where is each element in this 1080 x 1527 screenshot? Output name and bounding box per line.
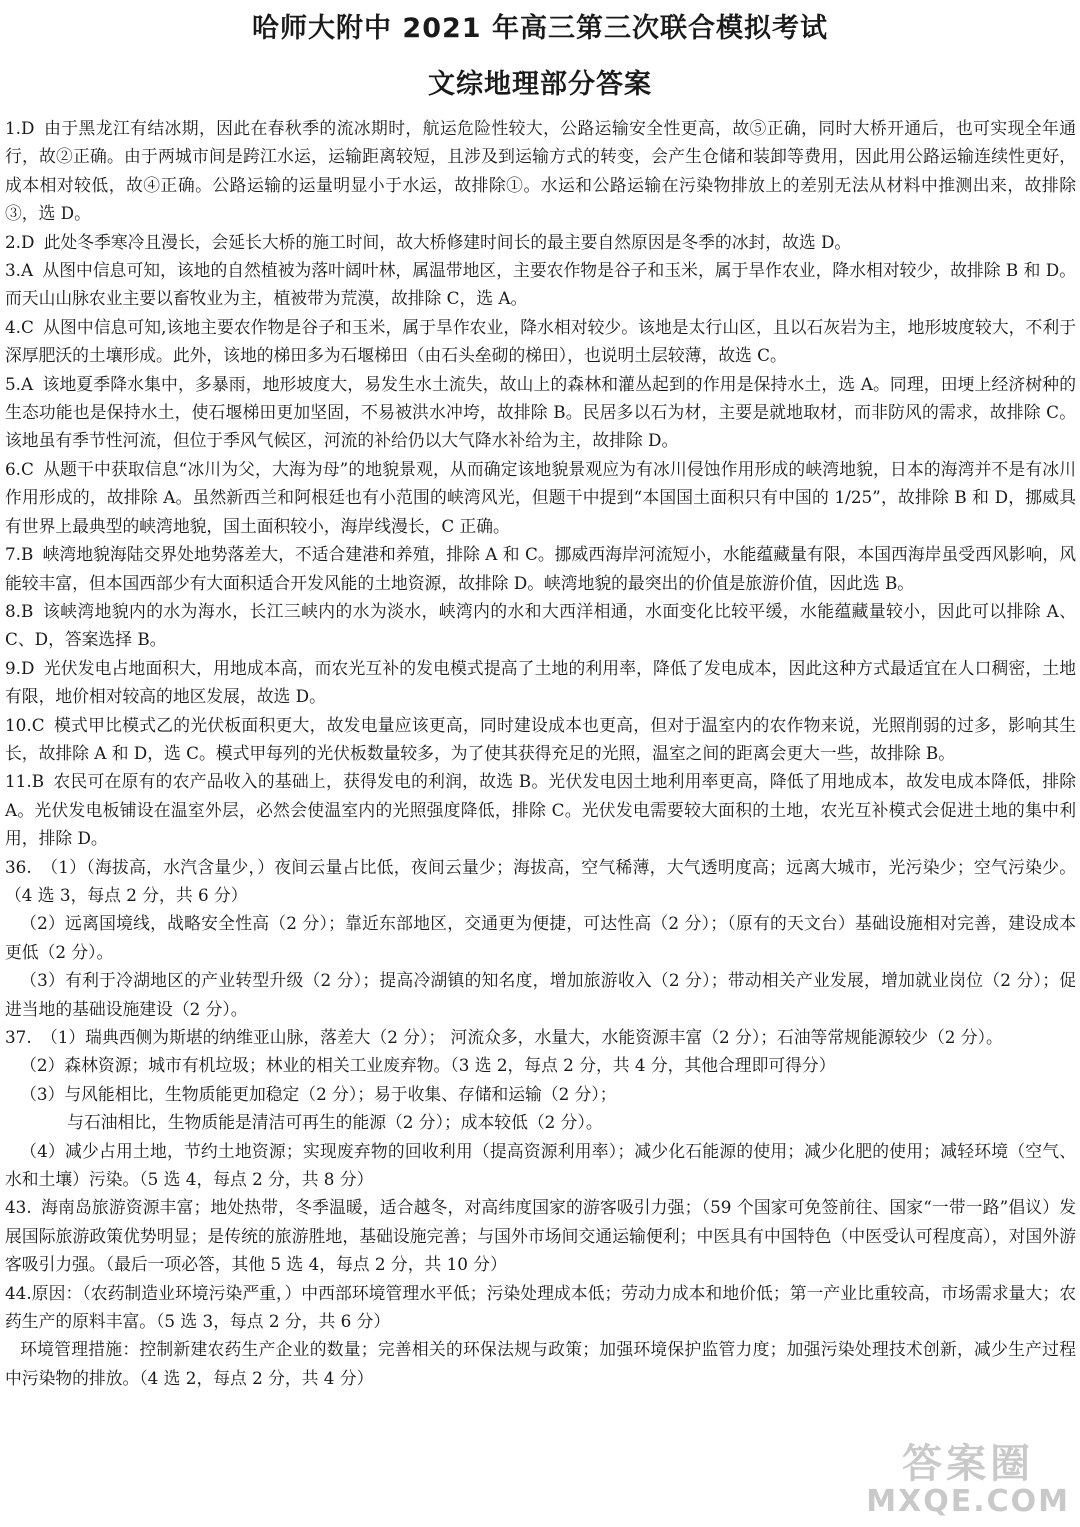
answer-number: 44. bbox=[5, 1282, 32, 1303]
answer-11 bbox=[5, 767, 1076, 852]
answer-number: 3.A bbox=[5, 260, 34, 281]
section-title: 文综地理部分答案 bbox=[428, 69, 652, 100]
watermark-url: MXQE.COM bbox=[866, 1484, 1070, 1519]
answer-number: 36. bbox=[5, 856, 32, 877]
answer-37-part-1 bbox=[5, 1023, 1076, 1051]
answer-number: 6.C bbox=[5, 458, 34, 479]
answer-number: 4.C bbox=[5, 316, 34, 337]
answer-text: （1）瑞典西侧为斯堪的纳维亚山脉，落差大（2 分）； 河流众多，水量大，水能资源丰富（2 分）；石油等常规能源较少（2 分）。 bbox=[40, 1027, 1003, 1047]
answer-text: 光伏发电占地面积大，用地成本高，而农光互补的发电模式提高了土地的利用率，降低了发电成本，因此这种方式最适宜在人口稠密，土地有限，地价相对较高的地区发展，故选 D。 bbox=[5, 657, 1076, 707]
answer-text: 农民可在原有的农产品收入的基础上，获得发电的利润，故选 B。光伏发电因土地利用率更高，降低了用地成本，故发电成本降低，排除 A。光伏发电板铺设在温室外层，必然会使温室内的光照强度降低，排除 C。光伏发电需要较大面积的土地，农光互补模式会促进土地的集中利用，排除 D。 bbox=[5, 771, 1076, 849]
answer-number: 2.D bbox=[5, 231, 35, 252]
answer-3 bbox=[5, 256, 1076, 313]
answer-text: 原因：（农药制造业环境污染严重，）中西部环境管理水平低；污染处理成本低；劳动力成本和地价低；第一产业比重较高，市场需求量大；农药生产的原料丰富。（5 选 3，每点 2 分，共 6 分） bbox=[5, 1282, 1076, 1332]
answer-44-reasons bbox=[5, 1279, 1076, 1336]
answer-5 bbox=[5, 370, 1076, 455]
answer-number: 37. bbox=[5, 1027, 32, 1047]
answer-text: 海南岛旅游资源丰富；地处热带，冬季温暖，适合越冬，对高纬度国家的游客吸引力强；（59 个国家可免签前往、国家“一带一路”倡议）发展国际旅游政策优势明显；是传统的旅游胜地，基础设施完善；与国外市场间交通运输便利；中医具有中国特色（中医受认可程度高），对国外游客吸引力强。（最后一项必答，其他 5 选 4，每点 2 分，共 10 分） bbox=[5, 1197, 1076, 1275]
answer-text: 从题干中获取信息“冰川为父，大海为母”的地貌景观，从而确定该地貌景观应为有冰川侵蚀作用形成的峡湾地貌，日本的海湾并不是有冰川作用形成的，故排除 A。虽然新西兰和阿根廷也有小范围的峡湾风光，但题干中提到“本国国土面积只有中国的 1/25”，故排除 B 和 D，挪威具有世界上最典型的峡湾地貌，国土面积较小，海岸线漫长，C 正确。 bbox=[5, 458, 1076, 536]
answer-37-part-3-cont: 与石油相比，生物质能是清洁可再生的能源（2 分）；成本较低（2 分）。 bbox=[67, 1112, 603, 1133]
answer-number: 7.B bbox=[5, 544, 34, 565]
answer-44-measures: 环境管理措施：控制新建农药生产企业的数量；完善相关的环保法规与政策；加强环境保护监管力度；加强污染处理技术创新，减少生产过程中污染物的排放。（4 选 2，每点 2 分，共 4 分） bbox=[5, 1339, 1076, 1388]
answer-36-part-1 bbox=[5, 853, 1076, 910]
answer-text: 模式甲比模式乙的光伏板面积更大，故发电量应该更高，同时建设成本也更高，但对于温室内的农作物来说，光照削弱的过多，影响其生长，故排除 A 和 D，选 C。模式甲每列的光伏板数量较多，为了使其获得充足的光照，温室之间的距离会更大一些，故排除 B。 bbox=[5, 714, 1076, 763]
answer-text: （1）（海拔高，水汽含量少，）夜间云量占比低，夜间云量少；海拔高，空气稀薄，大气透明度高；远离大城市，光污染少；空气污染少。（4 选 3，每点 2 分，共 6 分） bbox=[5, 856, 1076, 905]
answer-text: 该峡湾地貌内的水为海水，长江三峡内的水为淡水，峡湾内的水和大西洋相通，水面变化比较平缓，水能蕴藏量较小，因此可以排除 A、C、D，答案选择 B。 bbox=[5, 600, 1076, 650]
answer-text: 从图中信息可知,该地主要农作物是谷子和玉米，属于旱作农业，降水相对较少。该地是太行山区，且以石灰岩为主，地形坡度较大，不利于深厚肥沃的土壤形成。此外，该地的梯田多为石堰梯田（由石头垒砌的梯田），也说明土层较薄，故选 C。 bbox=[5, 316, 1076, 366]
answer-text: 由于黑龙江有结冰期，因此在春秋季的流冰期时，航运危险性较大，公路运输安全性更高，故⑤正确，同时大桥开通后，也可实现全年通行，故②正确。由于两城市间是跨江水运，运输距离较短，且涉及到运输方式的转变，会产生仓储和装卸等费用，因此用公路运输连续性更好，成本相对较低，故④正确。公路运输的运量明显小于水运，故排除①。水运和公路运输在污染物排放上的差别无法从材料中推测出来，故排除③，选 D。 bbox=[5, 118, 1076, 224]
answer-text: 峡湾地貌海陆交界处地势落差大，不适合建港和养殖，排除 A 和 C。挪威西海岸河流短小，水能蕴藏量有限，本国西海岸虽受西风影响，风能较丰富，但本国西部少有大面积适合开发风能的土地资源，故排除 D。峡湾地貌的最突出的价值是旅游价值，因此选 B。 bbox=[5, 544, 1076, 593]
answer-text: 该地夏季降水集中，多暴雨，地形坡度大，易发生水土流失，故山上的森林和灌丛起到的作用是保持水土，选 A。同理，田埂上经济树种的生态功能也是保持水土，使石堰梯田更加坚固，不易被洪水冲垮，故排除 B。民居多以石为材，主要是就地取材，而非防风的需求，故排除 C。该地虽有季节性河流，但位于季风气候区，河流的补给仍以大气降水补给为主，故排除 D。 bbox=[5, 373, 1076, 451]
answer-8 bbox=[5, 597, 1076, 654]
answer-43 bbox=[5, 1193, 1076, 1278]
answer-36-part-2: （2）远离国境线，战略安全性高（2 分）；靠近东部地区，交通更为便捷，可达性高（2 分）；（原有的天文台）基础设施相对完善，建设成本更低（2 分）。 bbox=[5, 913, 1076, 962]
answer-10 bbox=[5, 711, 1076, 768]
answer-4 bbox=[5, 313, 1076, 370]
answer-number: 8.B bbox=[5, 600, 34, 621]
answer-2 bbox=[5, 228, 1076, 256]
answer-number: 5.A bbox=[5, 373, 34, 394]
answer-7 bbox=[5, 540, 1076, 597]
answer-37-part-3: （3）与风能相比，生物质能更加稳定（2 分）；易于收集、存储和运输（2 分）； bbox=[20, 1083, 617, 1104]
answer-6 bbox=[5, 455, 1076, 540]
answer-37-part-2: （2）森林资源；城市有机垃圾；林业的相关工业废弃物。（3 选 2，每点 2 分，共 4 分，其他合理即可得分） bbox=[20, 1055, 836, 1076]
exam-title: 哈师大附中 2021 年高三第三次联合模拟考试 bbox=[252, 13, 828, 44]
answer-number: 11.B bbox=[5, 771, 45, 792]
answer-number: 1.D bbox=[5, 118, 35, 138]
watermark-logo bbox=[866, 1443, 1070, 1519]
answer-number: 43. bbox=[5, 1197, 32, 1218]
answer-1 bbox=[5, 114, 1076, 228]
answer-body bbox=[5, 114, 1076, 1392]
answer-36-part-3: （3）有利于冷湖地区的产业转型升级（2 分）；提高冷湖镇的知名度，增加旅游收入（2 分）；带动相关产业发展，增加就业岗位（2 分）；促进当地的基础设施建设（2 分）。 bbox=[5, 970, 1076, 1019]
answer-number: 10.C bbox=[5, 714, 45, 735]
answer-text: 此处冬季寒冷且漫长，会延长大桥的施工时间，故大桥修建时间长的最主要自然原因是冬季的冰封，故选 D。 bbox=[43, 231, 852, 252]
answer-text: 从图中信息可知，该地的自然植被为落叶阔叶林，属温带地区，主要农作物是谷子和玉米，属于旱作农业，降水相对较少，故排除 B 和 D。而天山山脉农业主要以畜牧业为主，植被带为荒漠，故排除 C，选 A。 bbox=[5, 260, 1076, 309]
answer-number: 9.D bbox=[5, 657, 35, 678]
watermark-cn: 答案圈 bbox=[902, 1441, 1035, 1487]
answer-37-part-4: （4）减少占用土地，节约土地资源；实现废弃物的回收利用（提高资源利用率）；减少化石能源的使用；减少化肥的使用；减轻环境（空气、水和土壤）污染。（5 选 4，每点 2 分，共 8 分） bbox=[5, 1140, 1076, 1190]
answer-9 bbox=[5, 654, 1076, 711]
